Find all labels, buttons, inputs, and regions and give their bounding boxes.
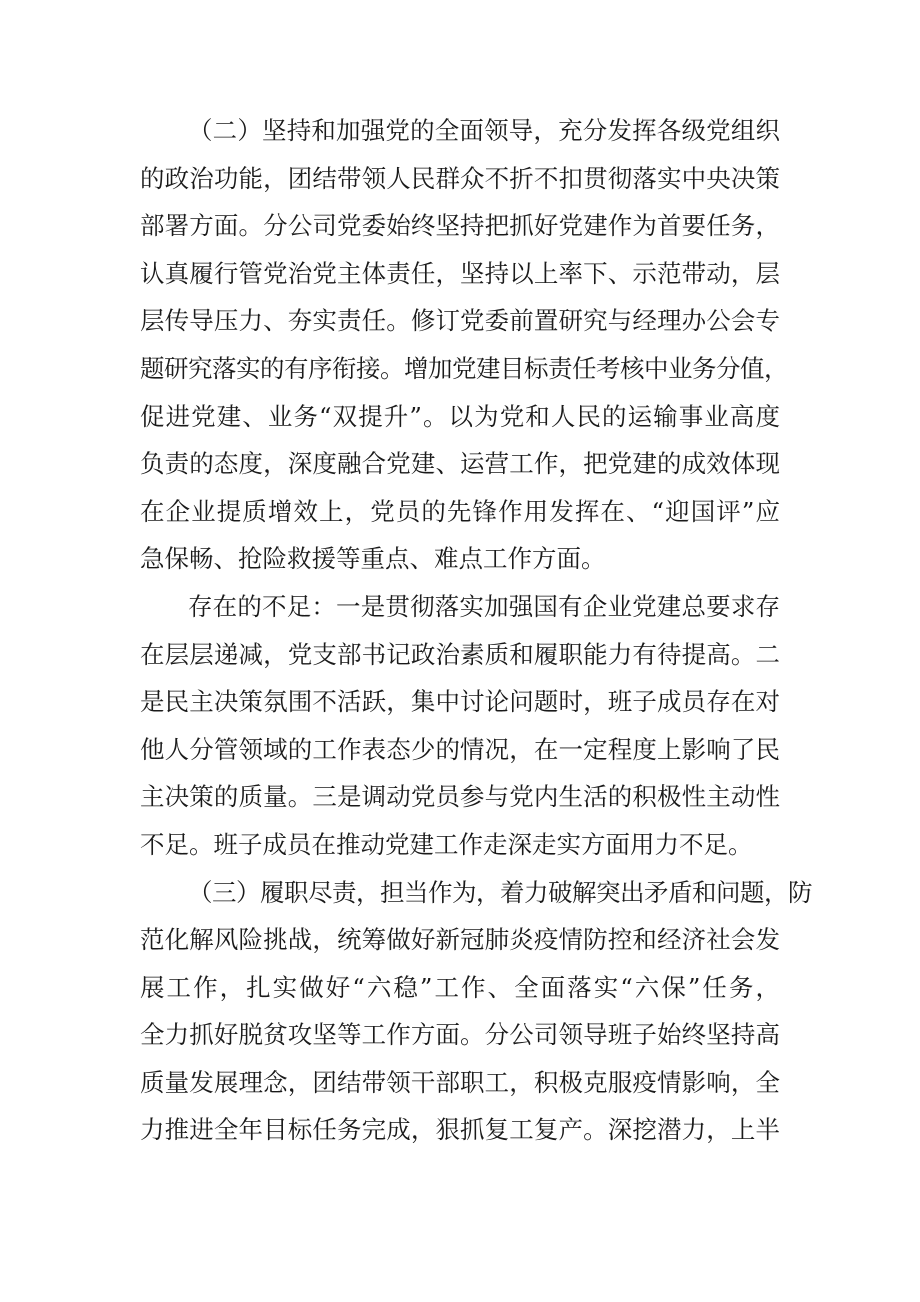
text-line: 不足。班子成员在推动党建工作走深走实方面用力不足。 <box>140 829 753 859</box>
text-line: 促进党建、业务“双提升”。以为党和人民的运输事业高度 <box>140 401 780 431</box>
paragraph-section-3 <box>140 869 812 1155</box>
paragraph-shortcomings <box>140 583 780 869</box>
text-line: 在企业提质增效上，党员的先锋作用发挥在、“迎国评”应 <box>140 496 780 526</box>
text-line: （二）坚持和加强党的全面领导，充分发挥各级党组织 <box>188 116 780 145</box>
text-line: 是民主决策氛围不活跃，集中讨论问题时，班子成员存在对 <box>140 687 780 717</box>
text-line: 存在的不足：一是贯彻落实加强国有企业党建总要求存 <box>188 591 780 621</box>
text-line: 的政治功能，团结带领人民群众不折不扣贯彻落实中央决策 <box>140 163 780 193</box>
text-line: 负责的态度，深度融合党建、运营工作，把党建的成效体现 <box>140 449 780 479</box>
text-line: 部署方面。分公司党委始终坚持把抓好党建作为首要任务， <box>140 211 780 241</box>
text-line: （三）履职尽责，担当作为，着力破解突出矛盾和问题，防 <box>188 877 812 907</box>
text-line: 范化解风险挑战，统筹做好新冠肺炎疫情防控和经济社会发 <box>140 925 780 955</box>
text-line: 题研究落实的有序衔接。增加党建目标责任考核中业务分值， <box>140 353 788 383</box>
paragraph-section-2 <box>140 107 788 583</box>
text-line: 在层层递减，党支部书记政治素质和履职能力有待提高。二 <box>140 639 780 669</box>
text-line: 质量发展理念，团结带领干部职工，积极克服疫情影响，全 <box>140 1067 780 1097</box>
text-line: 急保畅、抢险救援等重点、难点工作方面。 <box>140 544 606 574</box>
text-line: 全力抓好脱贫攻坚等工作方面。分公司领导班子始终坚持高 <box>140 1020 780 1050</box>
document-body <box>140 107 812 1154</box>
text-line: 认真履行管党治党主体责任，坚持以上率下、示范带动，层 <box>140 258 780 288</box>
text-line: 力推进全年目标任务完成，狠抓复工复产。深挖潜力，上半 <box>140 1115 780 1145</box>
text-line: 展工作，扎实做好“六稳”工作、全面落实“六保”任务， <box>140 972 780 1002</box>
text-line: 层传导压力、夯实责任。修订党委前置研究与经理办公会专 <box>140 306 780 336</box>
text-line: 主决策的质量。三是调动党员参与党内生活的积极性主动性 <box>140 782 780 812</box>
text-line: 他人分管领域的工作表态少的情况，在一定程度上影响了民 <box>140 734 780 764</box>
